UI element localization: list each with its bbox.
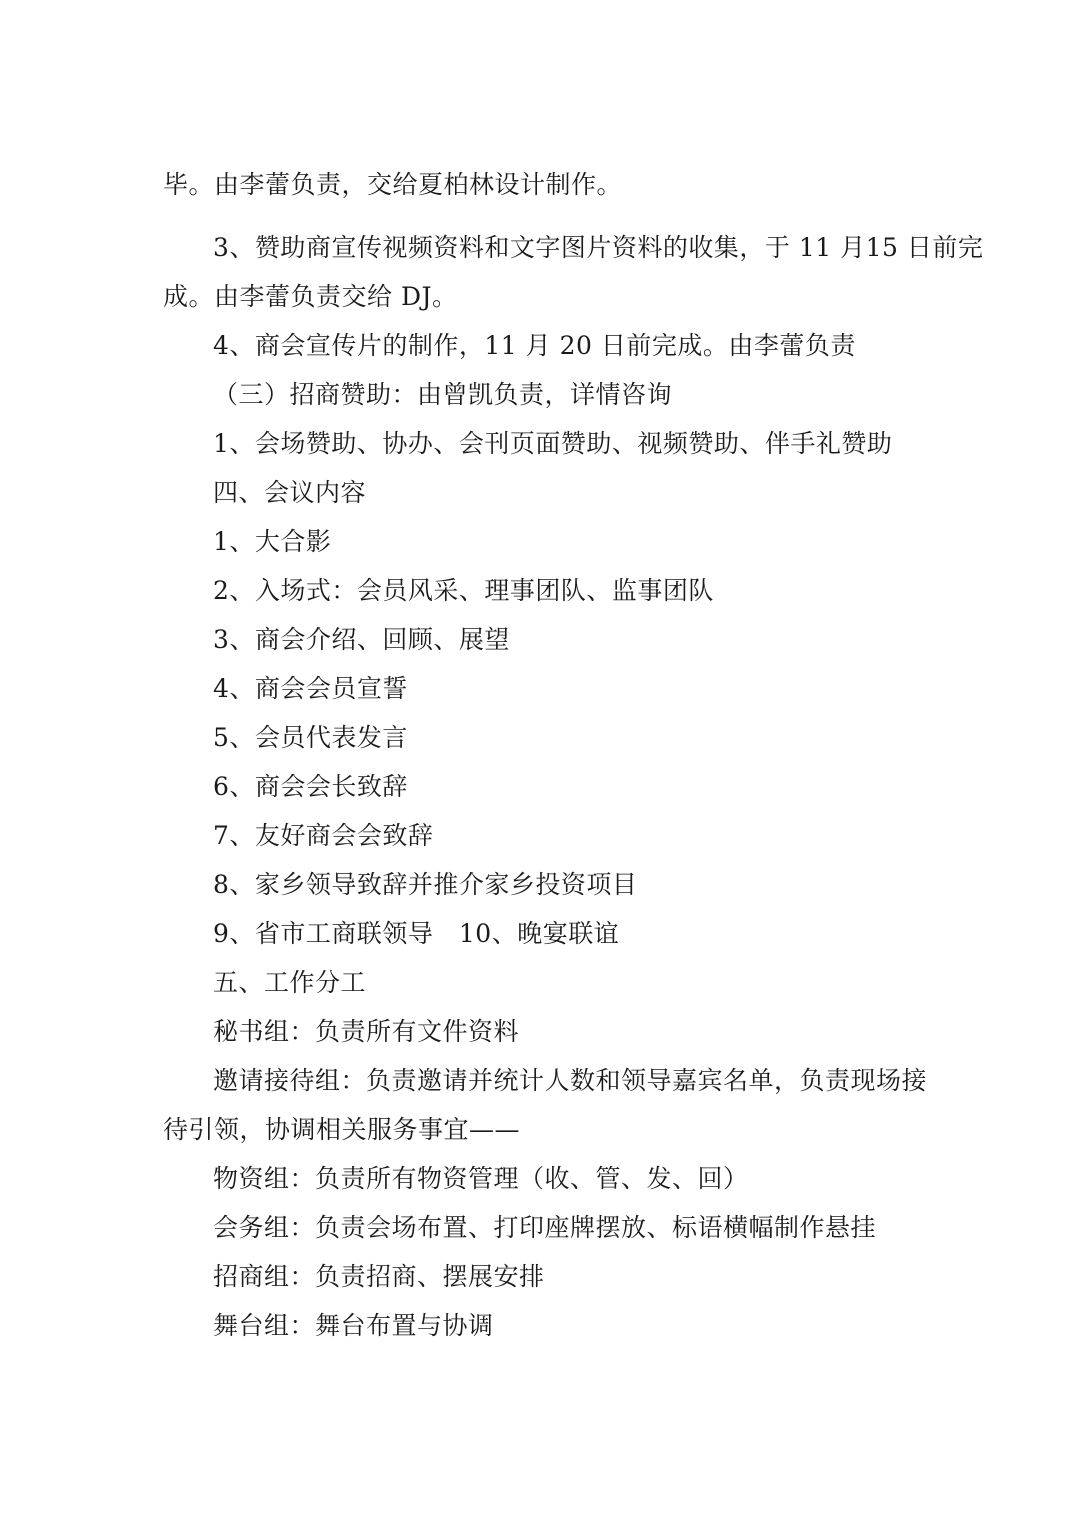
paragraph-line: 1、会场赞助、协办、会刊页面赞助、视频赞助、伴手礼赞助 bbox=[213, 429, 893, 458]
paragraph-line: 会务组：负责会场布置、打印座牌摆放、标语横幅制作悬挂 bbox=[213, 1213, 877, 1242]
list-item: 2、入场式：会员风采、理事团队、监事团队 bbox=[213, 576, 714, 605]
section-heading: （三）招商赞助：由曾凯负责，详情咨询 bbox=[213, 380, 673, 409]
list-item: 8、家乡领导致辞并推介家乡投资项目 bbox=[213, 870, 638, 899]
paragraph-line: 毕。由李蕾负责，交给夏柏林设计制作。 bbox=[163, 170, 623, 199]
list-item: 9、省市工商联领导 10、晚宴联谊 bbox=[213, 919, 620, 948]
section-heading: 五、工作分工 bbox=[213, 968, 367, 997]
paragraph-line: 舞台组：舞台布置与协调 bbox=[213, 1311, 494, 1340]
paragraph-line: 待引领，协调相关服务事宜—— bbox=[163, 1115, 521, 1144]
paragraph-line: 物资组：负责所有物资管理（收、管、发、回） bbox=[213, 1164, 749, 1193]
list-item: 1、大合影 bbox=[213, 527, 332, 556]
list-item: 4、商会会员宣誓 bbox=[213, 674, 408, 703]
list-item: 5、会员代表发言 bbox=[213, 723, 408, 752]
list-item: 6、商会会长致辞 bbox=[213, 772, 408, 801]
list-item: 7、友好商会会致辞 bbox=[213, 821, 434, 850]
paragraph-line: 邀请接待组：负责邀请并统计人数和领导嘉宾名单，负责现场接 bbox=[213, 1066, 928, 1095]
list-item: 3、商会介绍、回顾、展望 bbox=[213, 625, 510, 654]
paragraph-line: 成。由李蕾负责交给 DJ。 bbox=[163, 282, 458, 311]
section-heading: 四、会议内容 bbox=[213, 478, 367, 507]
paragraph-line: 秘书组：负责所有文件资料 bbox=[213, 1017, 520, 1046]
paragraph-line: 3、赞助商宣传视频资料和文字图片资料的收集，于 11 月15 日前完 bbox=[213, 233, 984, 262]
paragraph-line: 4、商会宣传片的制作，11 月 20 日前完成。由李蕾负责 bbox=[213, 331, 856, 360]
paragraph-line: 招商组：负责招商、摆展安排 bbox=[213, 1262, 545, 1291]
